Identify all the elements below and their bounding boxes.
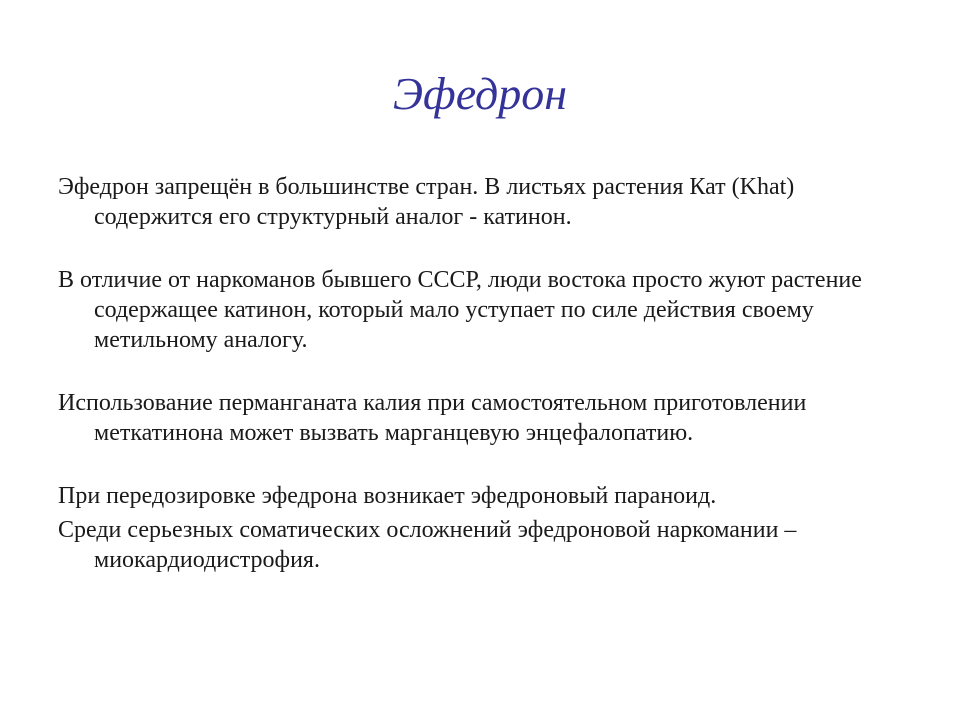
paragraph-overdose: При передозировке эфедрона возникает эфедроновый параноид. — [58, 483, 717, 509]
paragraph-permanganate: Использование перманганата калия при самостоятельном приготовлении меткатинона может вызвать марганцевую энцефалопатию. — [58, 390, 807, 446]
paragraph-chewing: В отличие от наркоманов бывшего СССР, люди востока просто жуют растение содержащее катинон, который мало уступает по силе действия своему метильному аналогу. — [58, 267, 862, 353]
slide-title: Эфедрон — [392, 68, 568, 119]
paragraph-ban: Эфедрон запрещён в большинстве стран. В листьях растения Кат (Khat) содержится его структурный аналог - катинон. — [58, 174, 795, 230]
slide-body — [58, 172, 918, 575]
paragraph-complications: Среди серьезных соматических осложнений эфедроновой наркомании – миокардиодистрофия. — [58, 517, 797, 573]
